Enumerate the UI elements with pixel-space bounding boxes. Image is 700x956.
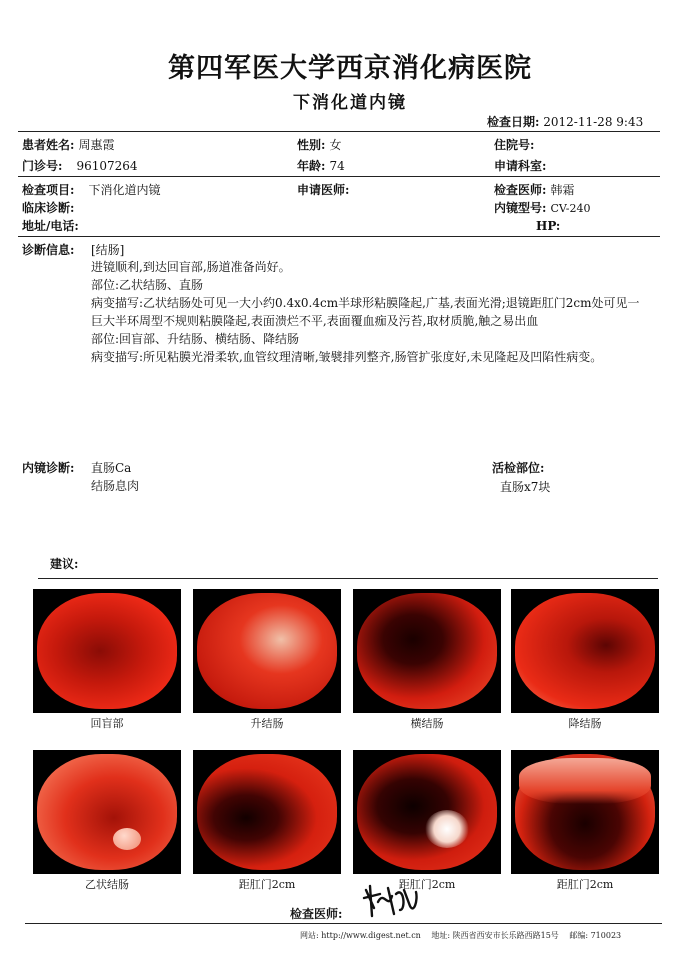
- scope-field: 内镜型号: CV-240: [494, 201, 591, 215]
- exam-date: [487, 113, 643, 130]
- image-caption: 横结肠: [410, 717, 444, 730]
- diagnosis-line: 部位:回盲部、升结肠、横结肠、降结肠: [91, 332, 300, 346]
- clinical-field: 临床诊断:: [22, 201, 75, 215]
- address-field: 地址/电话:: [22, 219, 79, 233]
- exam-date-value: 2012-11-28 9:43: [543, 115, 644, 129]
- image-caption: 距肛门2cm: [238, 878, 296, 891]
- exam-date-label: 检查日期:: [487, 115, 540, 129]
- examiner-field: 检查医师: 韩霜: [494, 183, 575, 197]
- endoscopy-image-transverse-colon: [353, 589, 501, 713]
- divider: [18, 176, 660, 177]
- diagnosis-line: 病变描写:所见粘膜光滑柔软,血管纹理清晰,皱襞排列整齐,肠管扩张度好,未见隆起及凹陷性病变。: [91, 350, 603, 364]
- scope-model: CV-240: [550, 202, 591, 215]
- footer-postcode: 邮编: 710023: [569, 931, 622, 940]
- polyp: [113, 828, 141, 850]
- endoscopy-image-rectum-2: [353, 750, 501, 874]
- diagnosis-label: 诊断信息:: [22, 243, 75, 257]
- inpatient-field: 住院号:: [494, 138, 535, 152]
- signature-label: 检查医师:: [290, 907, 343, 921]
- endoscopic-diagnosis-label: 内镜诊断:: [22, 461, 75, 475]
- image-caption: 乙状结肠: [85, 878, 129, 891]
- endoscopic-diagnosis-list: [91, 459, 139, 495]
- diagnosis-line: 病变描写:乙状结肠处可见一大小约0.4x0.4cm半球形粘膜隆起,广基,表面光滑;退镜距肛门2cm处可见一巨大半环周型不规则粘膜隆起,表面溃烂不平,表面覆血痂及污苔,取材质脆,触之易出血: [91, 296, 640, 328]
- image-caption: 降结肠: [568, 717, 602, 730]
- endoscopic-diagnosis-item: 直肠Ca: [91, 461, 132, 475]
- endoscopy-image-ascending-colon: [193, 589, 341, 713]
- gender-value: 女: [329, 138, 342, 152]
- hospital-title: 第四军医大学西京消化病医院: [168, 53, 532, 84]
- lesion: [519, 758, 651, 804]
- exam-item-field: 检查项目: 下消化道内镜: [22, 183, 161, 197]
- requester-field: 申请医师:: [297, 183, 350, 197]
- image-caption: 距肛门2cm: [556, 878, 614, 891]
- outpatient-field: 门诊号: 96107264: [22, 159, 138, 173]
- diagnosis-line: 进镜顺利,到达回盲部,肠道准备尚好。: [91, 260, 291, 274]
- gender-field: 性别: 女: [297, 138, 342, 152]
- exam-item: 下消化道内镜: [88, 183, 161, 197]
- divider: [18, 236, 660, 237]
- divider: [38, 578, 658, 579]
- endoscopy-image-descending-colon: [511, 589, 659, 713]
- footer-address: 地址: 陕西省西安市长乐路西路15号: [431, 931, 559, 940]
- lesion: [425, 810, 469, 848]
- report-subtitle: 下消化道内镜: [293, 93, 407, 113]
- diagnosis-section: [结肠]: [91, 243, 125, 257]
- hp-field: HP:: [536, 219, 561, 233]
- diagnosis-line: 部位:乙状结肠、直肠: [91, 278, 204, 292]
- footer: [300, 930, 629, 941]
- patient-name: 周惠霞: [78, 138, 115, 152]
- age-value: 74: [329, 159, 345, 173]
- diagnosis-text: [91, 258, 651, 366]
- examiner-name: 韩霜: [550, 183, 575, 197]
- patient-name-field: 患者姓名: 周惠霞: [22, 138, 115, 152]
- endoscopic-diagnosis-item: 结肠息肉: [91, 479, 140, 493]
- outpatient-number: 96107264: [76, 159, 138, 173]
- suggestion-label: 建议:: [50, 557, 79, 571]
- image-caption: 升结肠: [250, 717, 284, 730]
- divider: [18, 131, 660, 132]
- endoscopy-image-sigmoid-colon: [33, 750, 181, 874]
- image-caption: 距肛门2cm: [398, 878, 456, 891]
- endoscopy-image-rectum-1: [193, 750, 341, 874]
- biopsy-value: 直肠x7块: [500, 480, 551, 494]
- endoscopy-image-rectum-3: [511, 750, 659, 874]
- divider: [25, 923, 662, 924]
- biopsy-label: 活检部位:: [492, 461, 545, 475]
- image-caption: 回盲部: [90, 717, 124, 730]
- handwritten-signature: [360, 880, 422, 920]
- department-field: 申请科室:: [494, 159, 547, 173]
- age-field: 年龄: 74: [297, 159, 345, 173]
- footer-website: 网站: http://www.digest.net.cn: [300, 931, 421, 940]
- endoscopy-image-cecum: [33, 589, 181, 713]
